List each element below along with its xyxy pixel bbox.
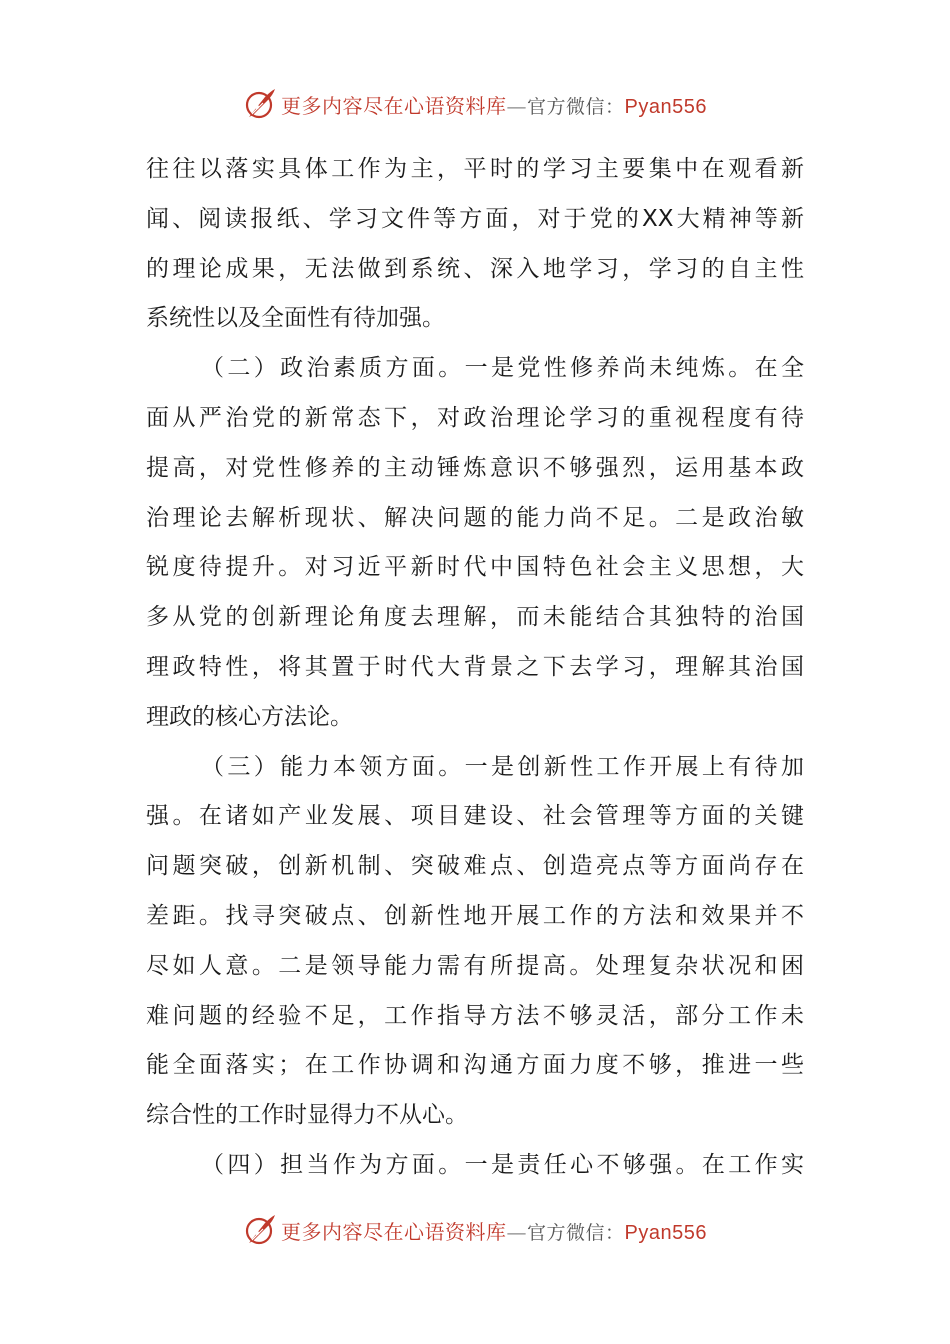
body-line: 尽如人意。二是领导能力需有所提高。处理复杂状况和困	[146, 952, 804, 979]
body-line: 的理论成果，无法做到系统、深入地学习，学习的自主性	[146, 255, 804, 282]
quill-logo-icon	[243, 87, 277, 121]
body-line: 综合性的工作时显得力不从心。	[146, 1102, 468, 1129]
body-line: 理政的核心方法论。	[146, 703, 353, 730]
body-line: 多从党的创新理论角度去理解，而未能结合其独特的治国	[146, 604, 804, 631]
header-library-text: 更多内容尽在心语资料库	[281, 93, 507, 118]
body-line: 差距。找寻突破点、创新性地开展工作的方法和效果并不	[146, 902, 804, 929]
footer-wechat-id: Pyan556	[624, 1221, 707, 1244]
footer-banner	[0, 1210, 950, 1250]
header-dash: —	[506, 93, 527, 118]
header-banner-text	[281, 90, 707, 119]
body-line: 强。在诸如产业发展、项目建设、社会管理等方面的关键	[146, 803, 804, 830]
body-line: 难问题的经验不足，工作指导方法不够灵活，部分工作未	[146, 1002, 804, 1029]
body-line: 能全面落实；在工作协调和沟通方面力度不够，推进一些	[146, 1052, 804, 1079]
section-heading-line: （四）担当作为方面。一是责任心不够强。在工作实	[201, 1151, 804, 1178]
header-wechat-label: 官方微信：	[527, 95, 625, 118]
quill-logo-icon	[243, 1213, 277, 1247]
footer-banner-text	[281, 1216, 707, 1245]
body-line: 锐度待提升。对习近平新时代中国特色社会主义思想，大	[146, 554, 804, 581]
body-line: 面从严治党的新常态下，对政治理论学习的重视程度有待	[146, 404, 804, 431]
footer-dash: —	[506, 1219, 527, 1244]
body-line: 提高，对党性修养的主动锤炼意识不够强烈，运用基本政	[146, 454, 804, 481]
header-wechat-id: Pyan556	[624, 95, 707, 118]
header-banner	[0, 84, 950, 124]
section-heading-line: （二）政治素质方面。一是党性修养尚未纯炼。在全	[201, 355, 804, 382]
body-line: 治理论去解析现状、解决问题的能力尚不足。二是政治敏	[146, 504, 804, 531]
document-body	[146, 145, 804, 1191]
section-heading-line: （三）能力本领方面。一是创新性工作开展上有待加	[201, 753, 804, 780]
body-line: 往往以落实具体工作为主，平时的学习主要集中在观看新	[146, 156, 804, 182]
body-line: 闻、阅读报纸、学习文件等方面，对于党的XX大精神等新	[146, 205, 804, 232]
body-line: 理政特性，将其置于时代大背景之下去学习，理解其治国	[146, 653, 804, 680]
body-line: 系统性以及全面性有待加强。	[146, 305, 445, 332]
footer-library-text: 更多内容尽在心语资料库	[281, 1219, 507, 1244]
footer-wechat-label: 官方微信：	[527, 1221, 625, 1244]
body-line: 问题突破，创新机制、突破难点、创造亮点等方面尚存在	[146, 853, 804, 880]
